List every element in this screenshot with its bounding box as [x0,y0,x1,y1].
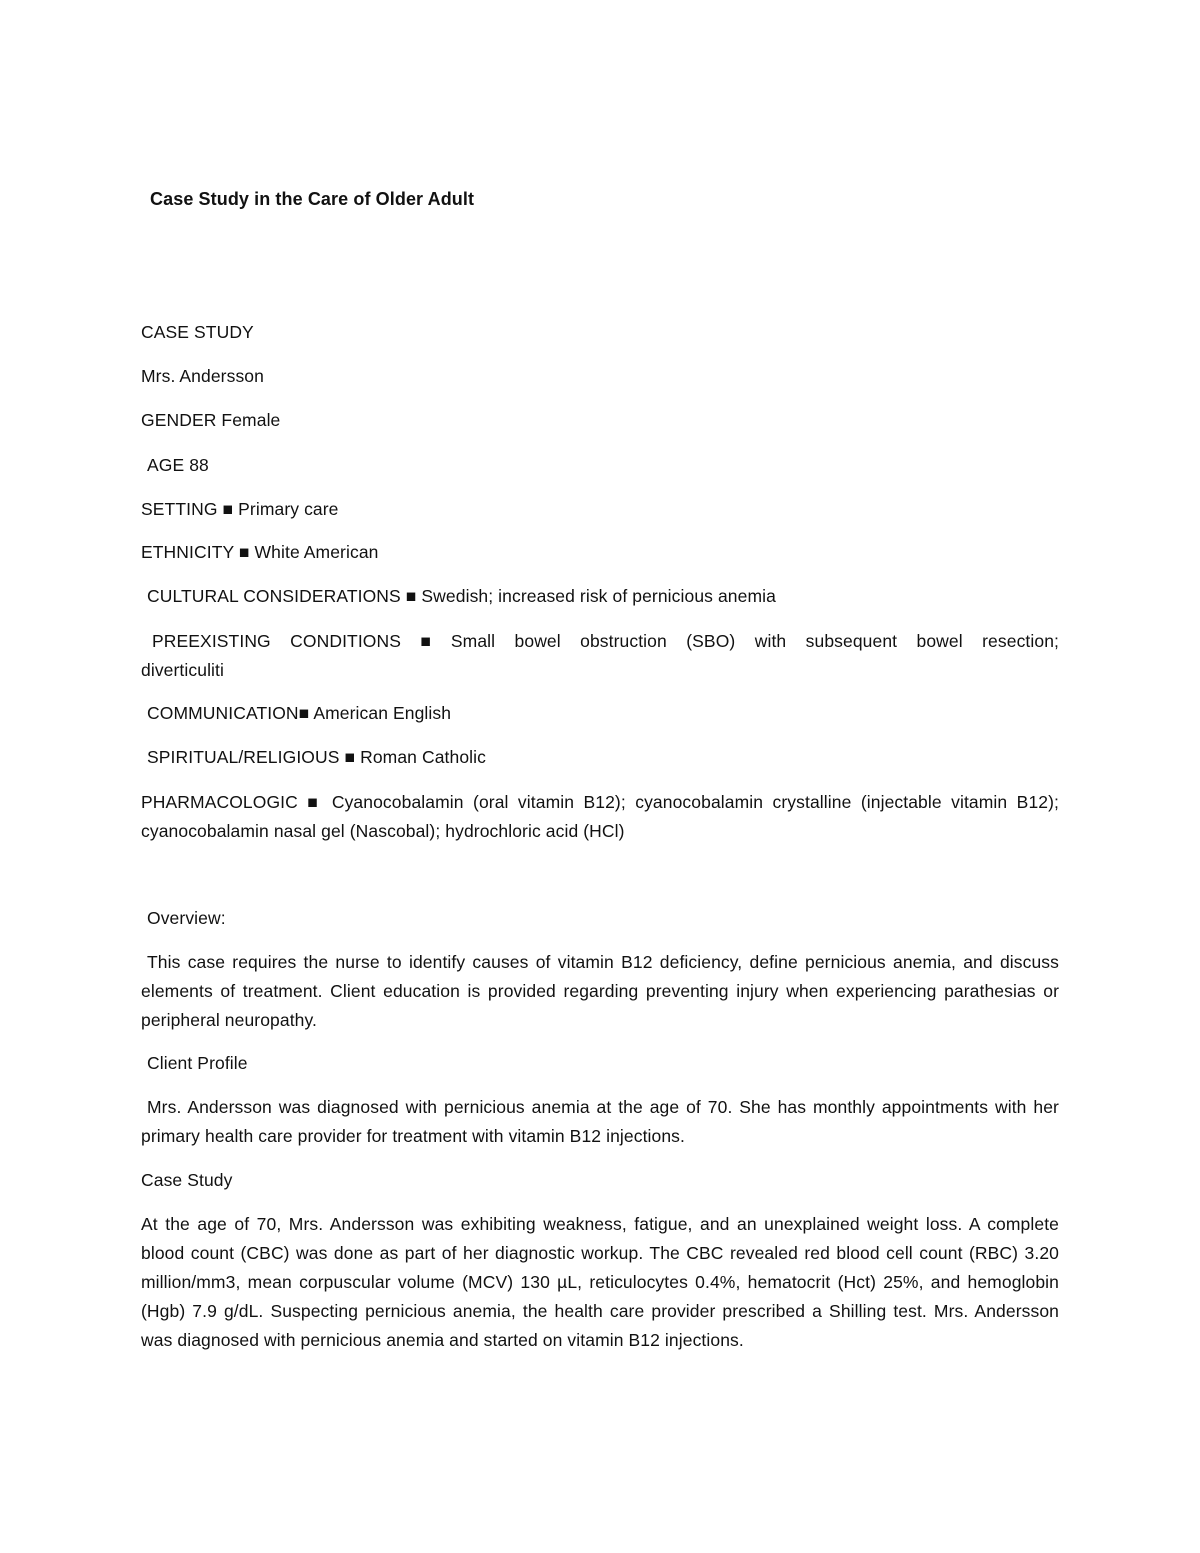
case-study-heading: Case Study [141,1170,233,1190]
client-profile-heading: Client Profile [147,1053,248,1073]
age-line: AGE 88 [147,455,209,475]
gender-line: GENDER Female [141,410,281,430]
ethnicity-line: ETHNICITY ■ White American [141,542,379,562]
communication-line: COMMUNICATION■ American English [147,703,452,723]
spiritual-religious-line: SPIRITUAL/RELIGIOUS ■ Roman Catholic [147,747,486,767]
pharmacologic-line: PHARMACOLOGIC ■ Cyanocobalamin (oral vitamin B12); cyanocobalamin crystalline (injectable vitamin B12); cyanocobalamin nasal gel (Nascobal); hydrochloric acid (HCl) [141,792,1059,841]
setting-line: SETTING ■ Primary care [141,499,339,519]
case-study-paragraph: At the age of 70, Mrs. Andersson was exhibiting weakness, fatigue, and an unexplained weight loss. A complete blood count (CBC) was done as part of her diagnostic workup. The CBC revealed red blood cell count (RBC) 3.20 million/mm3, mean corpuscular volume (MCV) 130 µL, reticulocytes 0.4%, hematocrit (Hct) 25%, and hemoglobin (Hgb) 7.9 g/dL. Suspecting pernicious anemia, the health care provider prescribed a Shilling test. Mrs. Andersson was diagnosed with pernicious anemia and started on vitamin B12 injections. [141,1214,1059,1350]
cultural-considerations-line: CULTURAL CONSIDERATIONS ■ Swedish; increased risk of pernicious anemia [147,586,776,606]
document-title: Case Study in the Care of Older Adult [150,189,475,209]
overview-heading: Overview: [147,908,226,928]
case-study-label: CASE STUDY [141,322,254,342]
client-name: Mrs. Andersson [141,366,264,386]
preexisting-conditions-line: PREEXISTING CONDITIONS ■ Small bowel obstruction (SBO) with subsequent bowel resection; diverticuliti [141,631,1059,680]
overview-paragraph: This case requires the nurse to identify causes of vitamin B12 deficiency, define pernicious anemia, and discuss elements of treatment. Client education is provided regarding preventing injury when experiencing parathesias or peripheral neuropathy. [141,952,1059,1030]
client-profile-paragraph: Mrs. Andersson was diagnosed with pernicious anemia at the age of 70. She has monthly appointments with her primary health care provider for treatment with vitamin B12 injections. [141,1097,1059,1146]
